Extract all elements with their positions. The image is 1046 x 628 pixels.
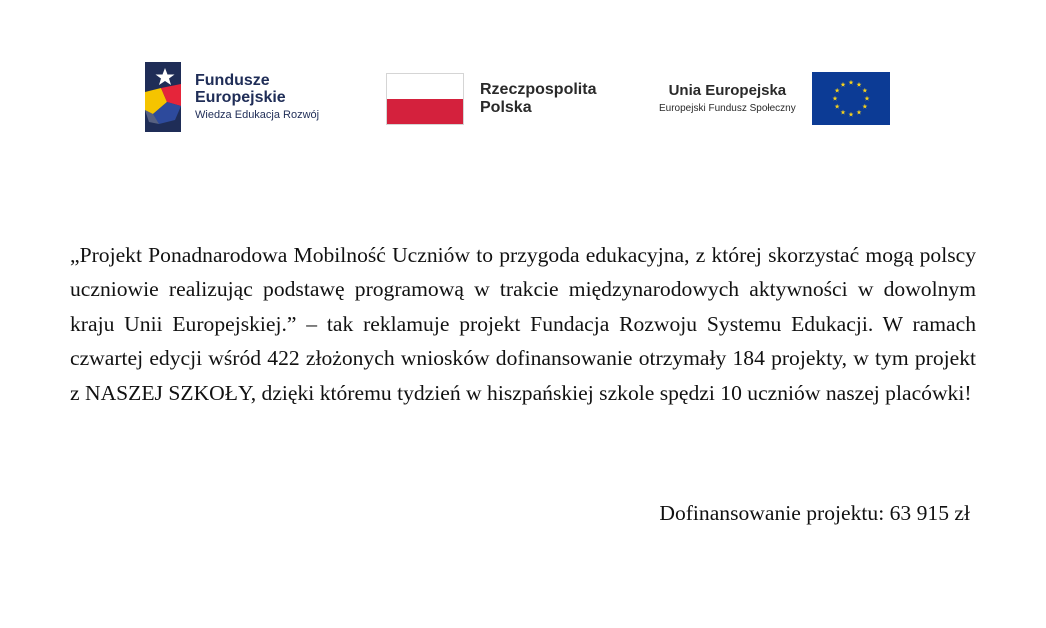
polish-flag-icon [386, 73, 464, 125]
unia-europejska-text [659, 81, 796, 117]
rzeczpospolita-text [480, 81, 596, 117]
unia-europejska-logo [659, 72, 890, 125]
flag-red-stripe [387, 99, 463, 124]
eu-flag-icon [812, 72, 890, 125]
rzeczpospolita-line1: Rzeczpospolita [480, 81, 597, 98]
logo-bar [0, 60, 1046, 135]
rzeczpospolita-polska-logo [386, 73, 596, 125]
fundusze-europejskie-text [195, 72, 319, 123]
rzeczpospolita-line2: Polska [480, 99, 532, 116]
fundusze-europejskie-emblem-icon [145, 62, 183, 132]
fundusze-line3: Wiedza Edukacja Rozwój [195, 108, 320, 121]
article-paragraph: „Projekt Ponadnarodowa Mobilność Uczniów to przygoda edukacyjna, z której skorzystać mogą polscy uczniowie realizując podstawę programową w trakcie międzynarodowych aktywności w dowolnym kraju Unii Europejskiej.” – tak reklamuje projekt Fundacja Rozwoju Systemu Edukacji. W ramach czwartej edycji wśród 422 złożonych wniosków dofinansowanie otrzymały 184 projekty, w tym projekt z NASZEJ SZKOŁY, dzięki któremu tydzień w hiszpańskiej szkole spędzi 10 uczniów naszej placówki! [70, 243, 976, 405]
fundusze-line1: Fundusze [195, 71, 270, 89]
fundusze-line2: Europejskie [195, 88, 286, 106]
funding-amount: Dofinansowanie projektu: 63 915 zł [659, 501, 970, 525]
unia-line2: Europejski Fundusz Społeczny [659, 102, 796, 114]
unia-line1: Unia Europejska [668, 81, 787, 99]
flag-white-stripe [387, 74, 463, 99]
fundusze-europejskie-logo [145, 62, 319, 132]
